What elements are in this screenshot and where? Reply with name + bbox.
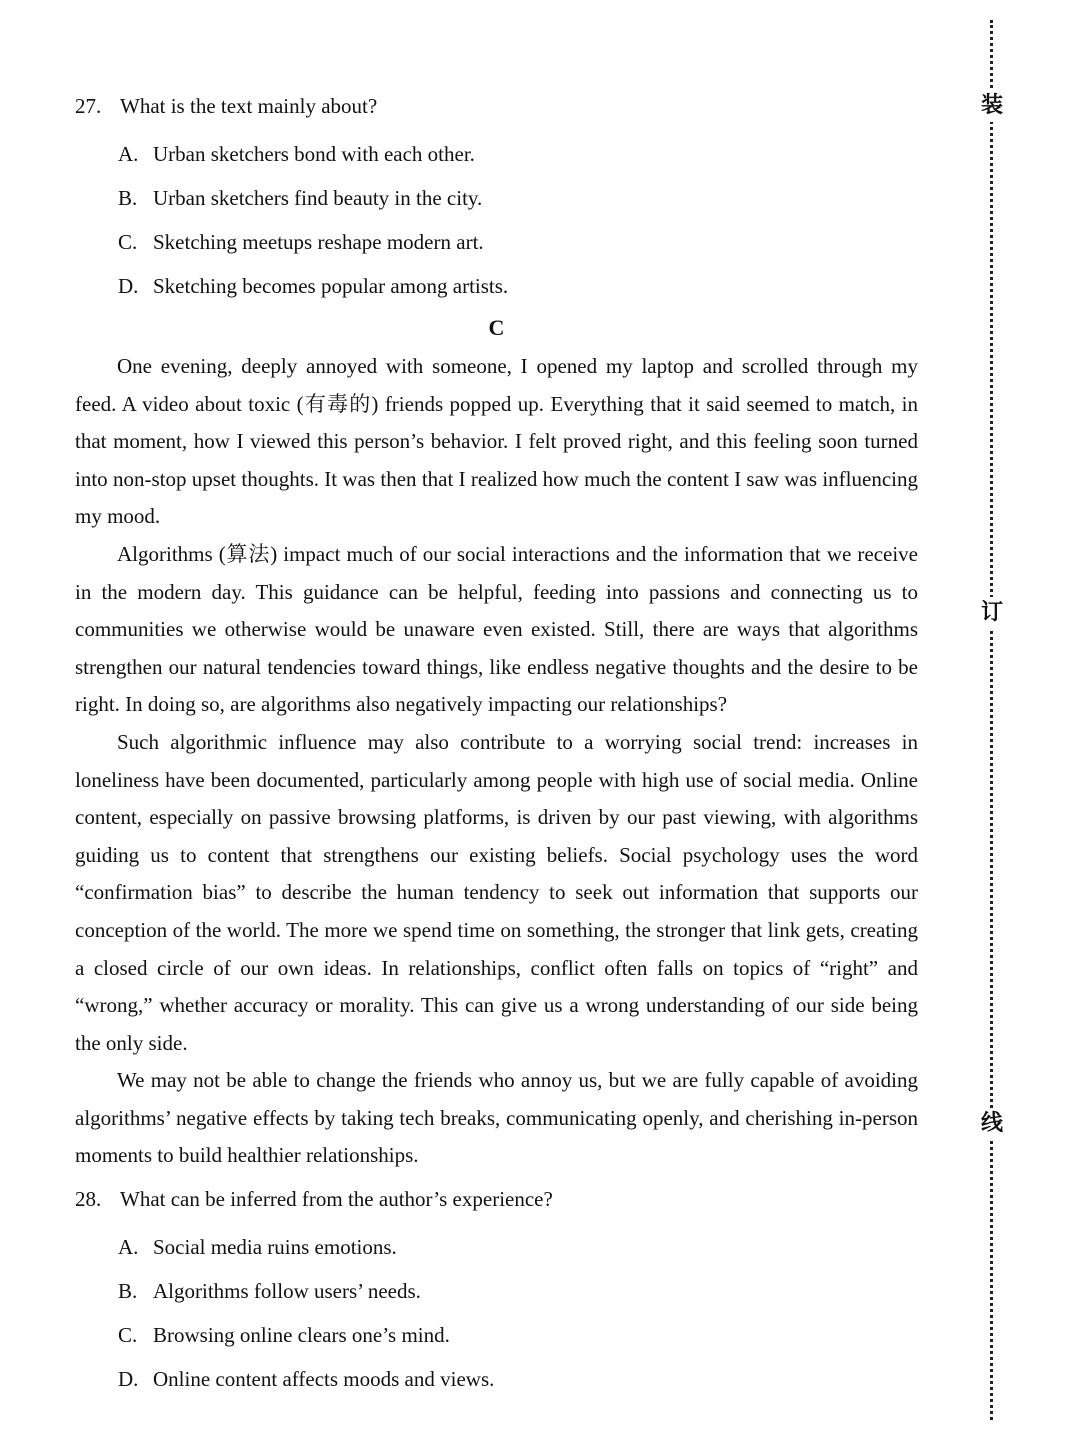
binding-char-ding: 订 <box>976 597 1008 629</box>
question-27-text: What is the text mainly about? <box>120 94 378 118</box>
option-text: Urban sketchers find beauty in the city. <box>153 186 483 210</box>
option-text: Social media ruins emotions. <box>153 1235 397 1260</box>
option-letter: C. <box>118 1323 138 1348</box>
question-28-option-c <box>118 1313 918 1357</box>
option-text: Sketching becomes popular among artists. <box>153 274 509 298</box>
question-27-option-a <box>118 132 918 176</box>
question-27-number: 27. <box>75 94 102 118</box>
option-letter: A. <box>118 1235 139 1260</box>
option-text: Algorithms follow users’ needs. <box>153 1279 421 1304</box>
question-28-option-a <box>118 1225 918 1269</box>
option-letter: C. <box>118 230 138 254</box>
question-28-number: 28. <box>75 1187 102 1212</box>
question-28-option-d <box>118 1357 918 1401</box>
passage-c-paragraph-3: Such algorithmic influence may also contribute to a worrying social trend: increases in loneliness have been documented, particularly among people with high use of social media. Online content, especially on passive browsing platforms, is driven by our past viewing, with algorithms guiding us to content that strengthens our existing beliefs. Social psychology uses the word “confirmation bias” to describe the human tendency to seek out information that supports our conception of the world. The more we spend time on something, the stronger that link gets, creating a closed circle of our own ideas. In relationships, conflict often falls on topics of “right” and “wrong,” whether accuracy or morality. This can give us a wrong understanding of our side being the only side. <box>75 729 918 1055</box>
passage-c-paragraph-2: Algorithms (算法) impact much of our social interactions and the information that we receive in the modern day. This guidance can be helpful, feeding into passions and connecting us to communities we otherwise would be unaware even existed. Still, there are ways that algorithms strengthen our natural tendencies toward things, like endless negative thoughts and the desire to be right. In doing so, are algorithms also negatively impacting our relationships? <box>75 541 918 717</box>
passage-c-heading: C <box>488 315 505 340</box>
binding-char-zhuang: 装 <box>976 90 1008 122</box>
option-text: Sketching meetups reshape modern art. <box>153 230 484 254</box>
option-text: Online content affects moods and views. <box>153 1367 495 1392</box>
option-letter: A. <box>118 142 139 166</box>
page-content <box>75 86 918 1401</box>
question-28-stem <box>75 1179 918 1219</box>
binding-char-xian: 线 <box>976 1108 1008 1140</box>
binding-margin <box>970 20 1014 1420</box>
binding-dotted-line <box>990 20 993 1420</box>
option-letter: B. <box>118 186 138 210</box>
passage-c-paragraph-4: We may not be able to change the friends who annoy us, but we are fully capable of avoiding algorithms’ negative effects by taking tech breaks, communicating openly, and cherishing in-person moments to build healthier relationships. <box>75 1068 918 1168</box>
option-text: Browsing online clears one’s mind. <box>153 1323 450 1348</box>
question-27-option-b <box>118 176 918 220</box>
question-27-option-c <box>118 220 918 264</box>
option-letter: D. <box>118 1367 139 1392</box>
question-27-option-d <box>118 264 918 308</box>
passage-c-paragraph-1: One evening, deeply annoyed with someone, I opened my laptop and scrolled through my feed. A video about toxic (有毒的) friends popped up. Everything that it said seemed to match, in that moment, how I viewed this person’s behavior. I felt proved right, and this feeling soon turned into non-stop upset thoughts. It was then that I realized how much the content I saw was influencing my mood. <box>75 354 918 529</box>
question-28-option-b <box>118 1269 918 1313</box>
question-28-text: What can be inferred from the author’s experience? <box>120 1187 553 1212</box>
option-letter: B. <box>118 1279 138 1304</box>
option-text: Urban sketchers bond with each other. <box>153 142 475 166</box>
option-letter: D. <box>118 274 139 298</box>
question-27-stem <box>75 86 918 126</box>
